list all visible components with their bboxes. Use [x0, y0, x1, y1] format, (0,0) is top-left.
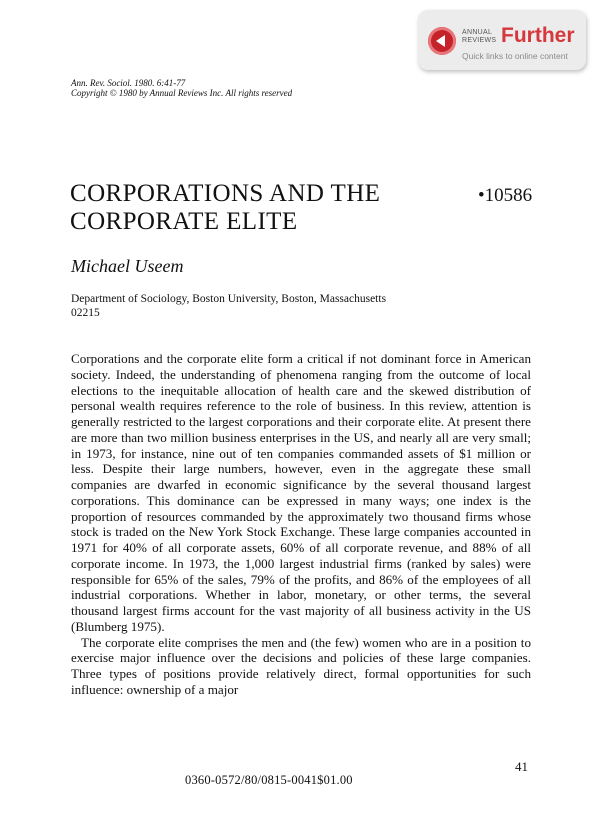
- article-body: [71, 351, 531, 698]
- affiliation-line-2: 02215: [71, 307, 100, 319]
- citation-line-1: Ann. Rev. Sociol. 1980. 6:41-77: [71, 78, 186, 88]
- annual-reviews-label: ANNUAL REVIEWS: [462, 29, 497, 44]
- citation-line-2: Copyright © 1980 by Annual Reviews Inc. All rights reserved: [71, 88, 293, 98]
- reference-number: •10586: [478, 185, 533, 206]
- title-line-1: CORPORATIONS AND THE: [70, 180, 381, 207]
- author-affiliation: [71, 292, 386, 320]
- article-title: [70, 180, 380, 236]
- further-subtitle: Quick links to online content: [462, 51, 568, 61]
- further-label: Further: [501, 24, 575, 47]
- body-paragraph-1: Corporations and the corporate elite form a critical if not dominant force in American society. Indeed, the understanding of phenomena ranging from the outcome of local elections to the inequitable allocation of health care and the skewed distribution of personal wealth requires reference to the role of business. In this review, attention is generally restricted to the largest corporations and their corporate elite. At present there are more than two million business enterprises in the US, and nearly all are very small; in 1973, for instance, nine out of ten companies commanded assets of $1 million or less. Despite their large numbers, however, even in the aggregate these small companies are dwarfed in economic significance by the several thousand largest corporations. This dominance can be expressed in many ways; one index is the proportion of resources commanded by the approximately two thousand firms whose stock is traded on the New York Stock Exchange. These large companies accounted in 1971 for 40% of all corporate assets, 60% of all corporate revenue, and 88% of all corporate income. In 1973, the 1,000 largest industrial firms (ranked by sales) were responsible for 65% of the sales, 79% of the profits, and 86% of the employees of all industrial corporations. Whether in labor, monetary, or other terms, the several thousand largest firms account for the vast majority of all business activity in the US (Blumberg 1975).: [71, 351, 531, 634]
- affiliation-line-1: Department of Sociology, Boston University, Boston, Massachusetts: [71, 293, 387, 305]
- annual-reviews-logo-icon: [428, 27, 456, 55]
- further-banner[interactable]: [418, 10, 586, 70]
- title-line-2: CORPORATE ELITE: [70, 208, 298, 235]
- journal-citation: [71, 78, 292, 98]
- page-number: 41: [515, 759, 528, 774]
- body-paragraph-2: The corporate elite comprises the men and (the few) women who are in a position to exercise major influence over the decisions and policies of these large companies. Three types of positions provide relatively direct, formal opportunities for such influence: ownership of a major: [71, 634, 531, 697]
- issn-code: 0360-0572/80/0815-0041$01.00: [185, 773, 353, 787]
- author-name: Michael Useem: [71, 256, 184, 276]
